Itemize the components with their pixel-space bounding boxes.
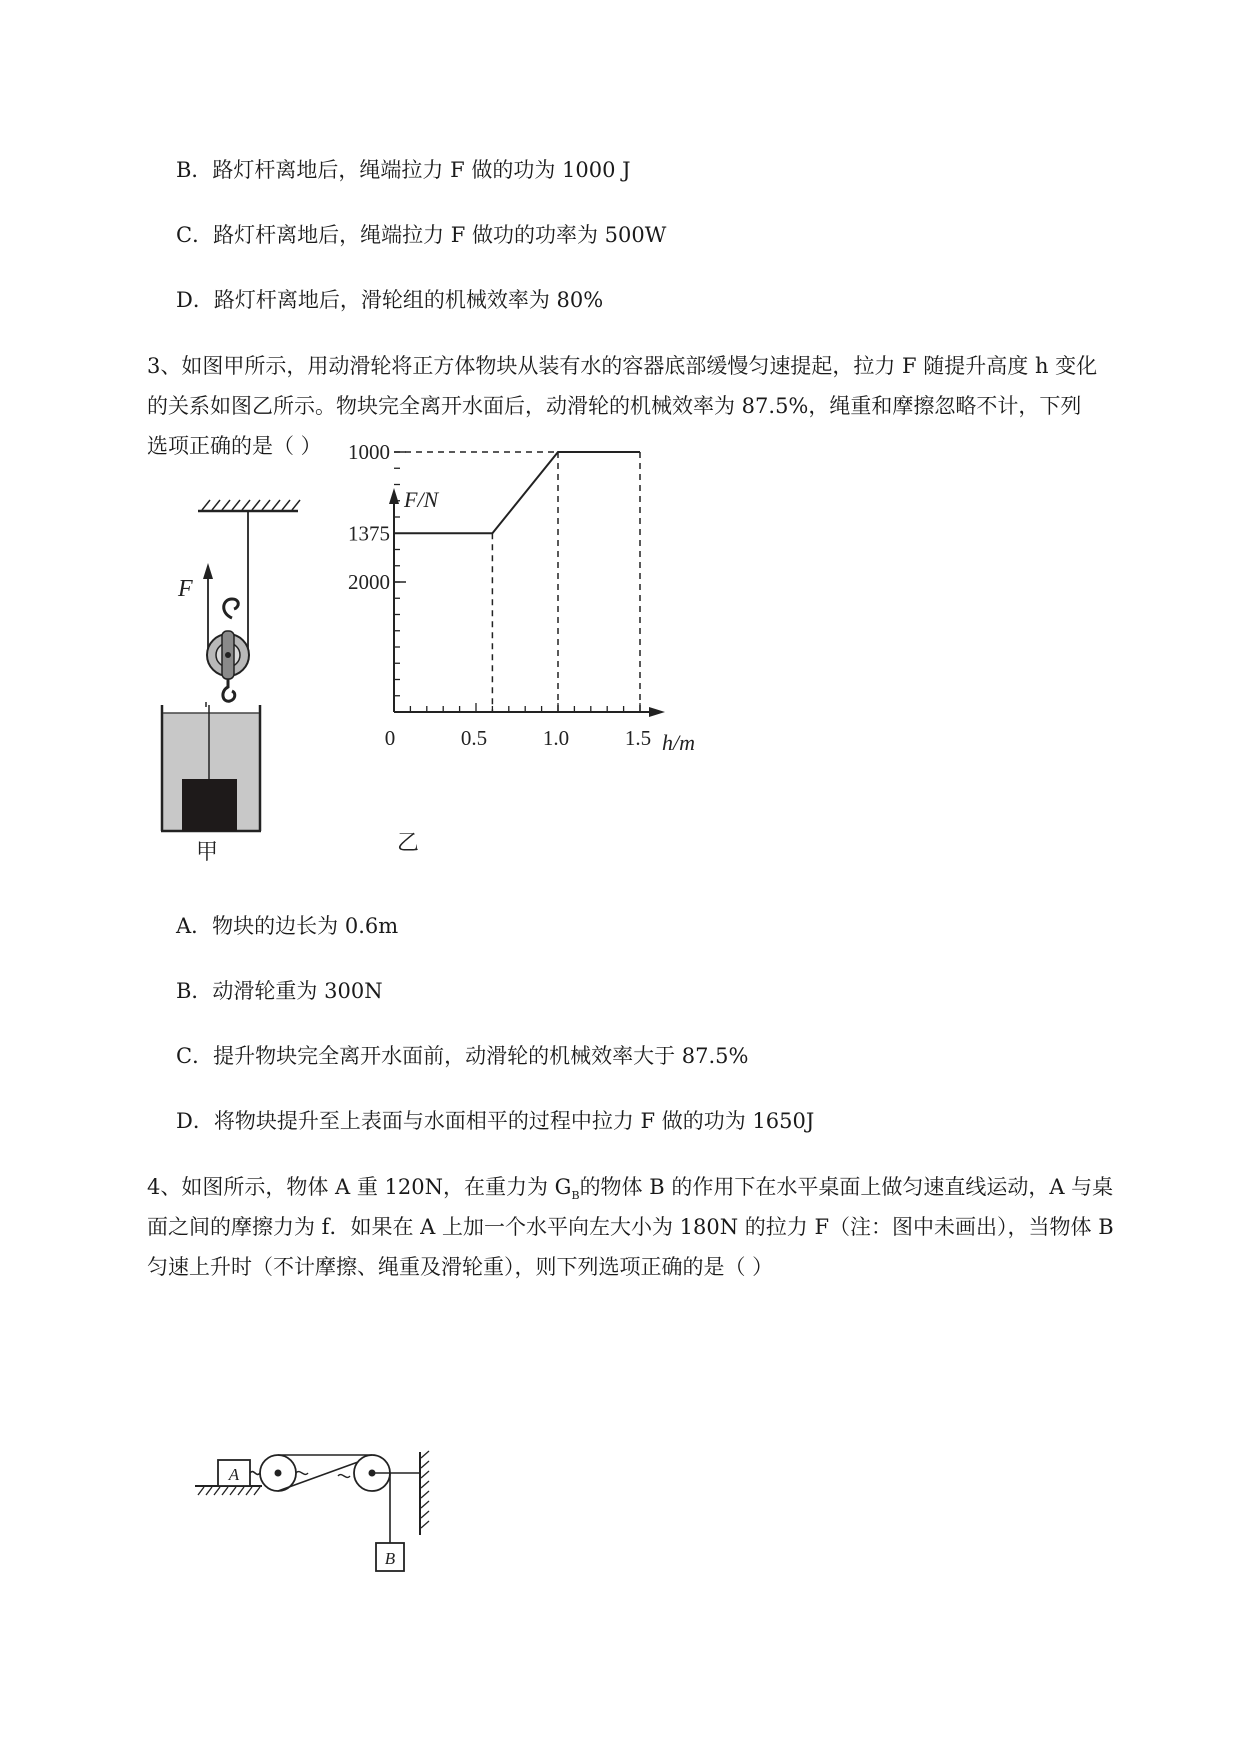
q3-option-d: D．将物块提升至上表面与水面相平的过程中拉力 F 做的功为 1650J: [176, 1109, 815, 1133]
x-axis-arrow: [649, 707, 665, 717]
figure-jia-pulley-diagram: [160, 495, 320, 865]
q4-stem-line-1: 4、如图所示，物体 A 重 120N，在重力为 $G_B$的物体 B 的作用下在水平桌面上做匀速直线运动，A 与桌: [147, 1175, 1114, 1203]
q4-pulley-system-diagram: [190, 1440, 470, 1580]
x-tick-label: 0.5: [460, 726, 488, 750]
q4-stem-line-2: 面之间的摩擦力为 f．如果在 A 上加一个水平向左大小为 180N 的拉力 F（注：图中未画出），当物体 B: [147, 1215, 1114, 1239]
y-axis-label: F/N: [404, 487, 439, 512]
q2-option-d: D．路灯杆离地后，滑轮组的机械效率为 80%: [176, 288, 604, 312]
q3-stem-line-3: 选项正确的是（ ）: [147, 434, 322, 458]
q2-option-c: C．路灯杆离地后，绳端拉力 F 做功的功率为 500W: [176, 223, 667, 247]
q3-stem-line-2: 的关系如图乙所示。物块完全离开水面后，动滑轮的机械效率为 87.5%，绳重和摩擦忽略不计，下列: [147, 394, 1082, 418]
q3-option-a: A．物块的边长为 0.6m: [176, 914, 399, 938]
force-f-label: F: [178, 576, 193, 602]
y-tick-label: 1000: [348, 440, 390, 464]
figure-yi-caption: 乙: [396, 830, 420, 855]
origin-label: 0: [384, 726, 396, 750]
x-axis-label: h/m: [662, 730, 695, 755]
figure-yi-force-height-graph: [348, 440, 740, 857]
y-tick-label: 2000: [348, 570, 390, 594]
block-a-label: A: [228, 1465, 240, 1484]
q3-stem-line-1: 3、如图甲所示，用动滑轮将正方体物块从装有水的容器底部缓慢匀速提起，拉力 F 随提升高度 h 变化: [147, 354, 1098, 378]
cube-block: [182, 779, 237, 831]
x-tick-label: 1.0: [542, 726, 570, 750]
x-tick-label: 1.5: [624, 726, 652, 750]
q3-option-b: B．动滑轮重为 300N: [176, 979, 383, 1003]
y-axis-arrow: [389, 488, 399, 504]
y-tick-label: 1375: [348, 521, 390, 546]
q4-stem-line-3: 匀速上升时（不计摩擦、绳重及滑轮重），则下列选项正确的是（ ）: [147, 1255, 774, 1279]
block-b-label: B: [384, 1549, 396, 1568]
figure-jia-caption: 甲: [196, 839, 219, 864]
q2-option-b: B．路灯杆离地后，绳端拉力 F 做的功为 1000 J: [176, 158, 631, 182]
q3-option-c: C．提升物块完全离开水面前，动滑轮的机械效率大于 87.5%: [176, 1044, 749, 1068]
